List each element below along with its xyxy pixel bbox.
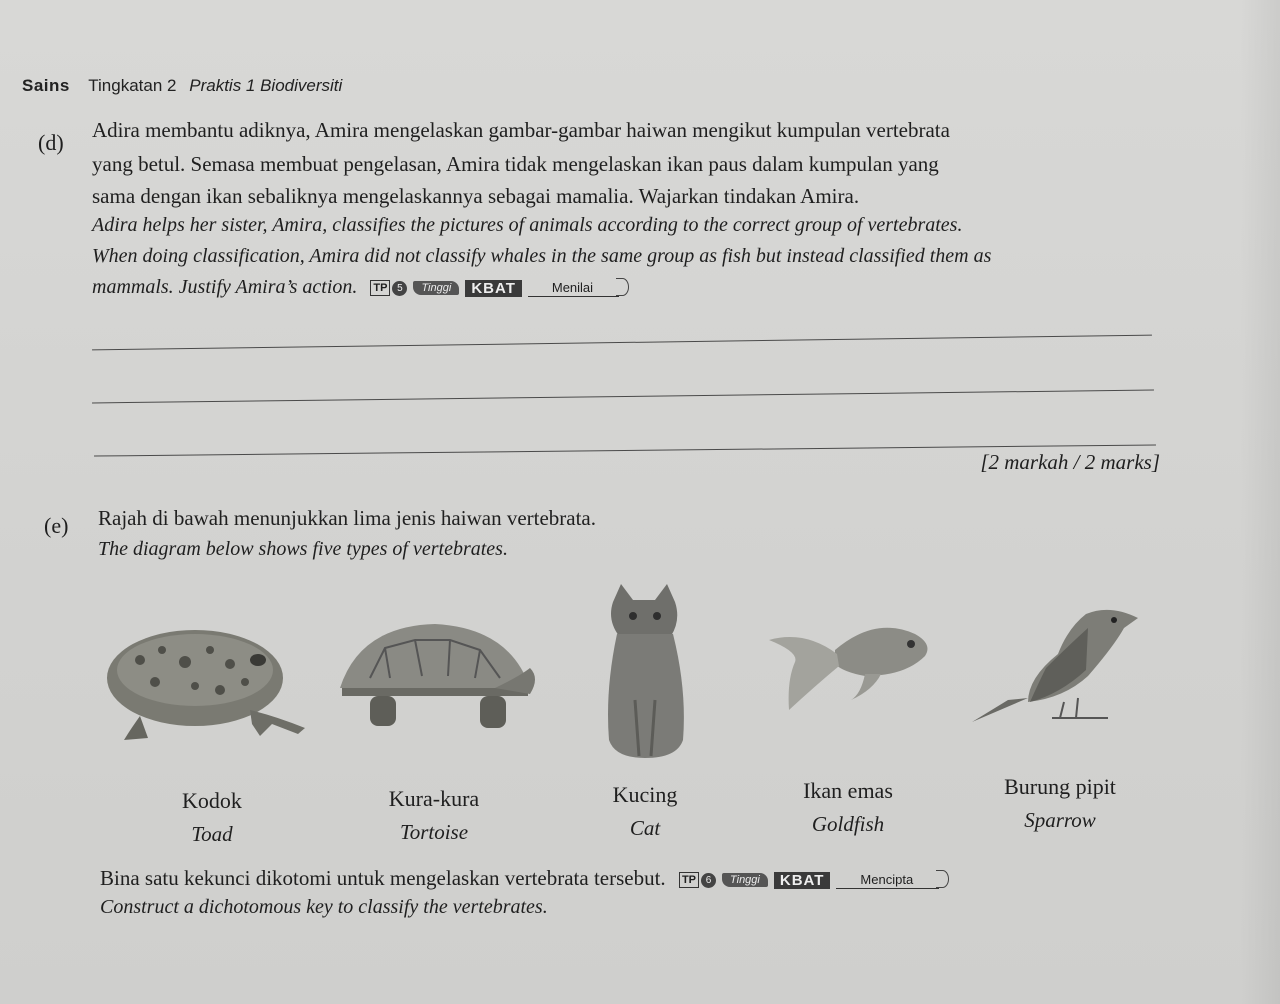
tinggi-badge: Tinggi <box>722 873 768 887</box>
question-d-ms-line-1: Adira membantu adiknya, Amira mengelaskan gambar-gambar haiwan mengikut kumpulan vertebrata <box>92 118 950 142</box>
question-d-en-line-1: Adira helps her sister, Amira, classifies the pictures of animals according to the correct group of vertebrates. <box>92 214 963 236</box>
question-d-ms-line-3: sama dengan ikan sebaliknya mengelaskannya sebagai mamalia. Wajarkan tindakan Amira. <box>92 184 860 208</box>
tp-badge: TP <box>370 280 390 296</box>
toad-icon <box>100 620 320 745</box>
animal-caption-tortoise <box>344 786 524 845</box>
question-d-badges <box>370 280 619 297</box>
sparrow-icon <box>968 598 1148 726</box>
cat-icon <box>595 580 695 760</box>
toad-en: Toad <box>191 822 233 846</box>
question-e-task-ms <box>100 866 939 891</box>
question-e-task-en: Construct a dichotomous key to classify the vertebrates. <box>100 896 548 918</box>
toad-ms: Kodok <box>182 788 242 813</box>
subject-label: Sains <box>22 76 70 95</box>
page-header <box>22 76 342 96</box>
tortoise-ms: Kura-kura <box>388 786 480 811</box>
sparrow-ms: Burung pipit <box>1004 774 1116 799</box>
tortoise-icon <box>330 618 540 738</box>
tp-level-badge: 5 <box>392 281 407 296</box>
cat-ms: Kucing <box>612 782 678 807</box>
page-edge-shadow <box>1240 0 1280 1004</box>
question-e-label: (e) <box>44 513 69 538</box>
answer-line-1[interactable] <box>92 335 1152 351</box>
thinking-level-badge: Menilai <box>528 280 619 297</box>
question-e-task-ms-text: Bina satu kekunci dikotomi untuk mengelaskan vertebrata tersebut. <box>100 866 666 890</box>
answer-line-2[interactable] <box>92 390 1154 404</box>
cat-en: Cat <box>629 816 661 840</box>
question-d-ms-line-2: yang betul. Semasa membuat pengelasan, Amira tidak mengelaskan ikan paus dalam kumpulan yang <box>92 152 939 176</box>
kbat-badge: KBAT <box>774 872 831 889</box>
tp-level-badge: 6 <box>701 873 716 888</box>
form-label: Tingkatan 2 <box>88 76 177 95</box>
question-e-ms: Rajah di bawah menunjukkan lima jenis haiwan vertebrata. <box>98 506 597 530</box>
question-d-label: (d) <box>38 130 64 155</box>
question-e-badges <box>679 872 939 889</box>
animal-caption-goldfish <box>758 778 938 837</box>
animal-caption-cat <box>555 782 735 841</box>
chapter-label: Praktis 1 Biodiversiti <box>189 76 343 95</box>
tortoise-en: Tortoise <box>399 820 469 844</box>
tinggi-badge: Tinggi <box>413 281 459 295</box>
goldfish-ms: Ikan emas <box>803 778 893 803</box>
animal-caption-sparrow <box>970 774 1150 833</box>
question-d-en-line-2: When doing classification, Amira did not classify whales in the same group as fish but instead classified them as <box>92 245 992 267</box>
goldfish-icon <box>765 610 935 720</box>
goldfish-en: Goldfish <box>811 812 885 836</box>
tp-badge: TP <box>679 872 699 888</box>
sparrow-en: Sparrow <box>1024 808 1096 832</box>
question-d-en-line-3-text: mammals. Justify Amira’s action. <box>92 276 358 298</box>
thinking-level-badge: Mencipta <box>836 872 939 889</box>
marks-label: [2 markah / 2 marks] <box>980 450 1160 474</box>
kbat-badge: KBAT <box>465 280 522 297</box>
question-d-en-line-3 <box>92 276 619 299</box>
animal-caption-toad <box>122 788 302 847</box>
question-e-en: The diagram below shows five types of vertebrates. <box>98 538 508 560</box>
